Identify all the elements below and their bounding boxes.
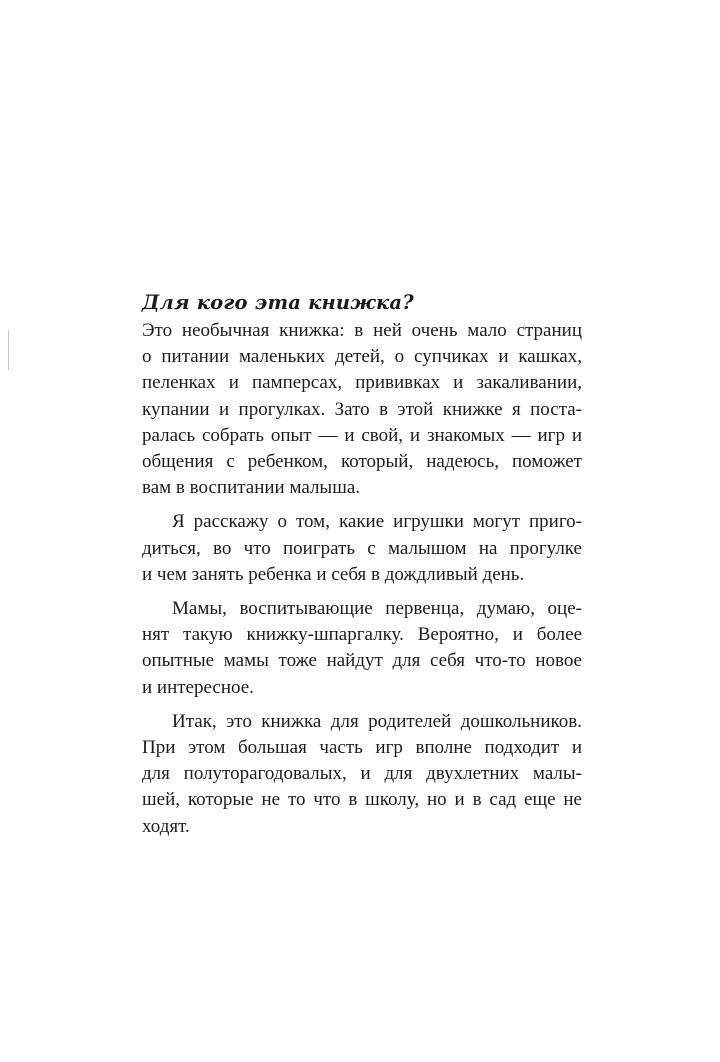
text-line: нят такую книжку-шпаргалку. Вероятно, и более <box>142 624 582 646</box>
text-line: общения с ребенком, который, надеюсь, поможет <box>142 451 582 473</box>
text-line: Мамы, воспитывающие первенца, думаю, оце- <box>172 598 582 620</box>
text-line: При этом большая часть игр вполне подходит и <box>142 737 582 759</box>
text-line: ходят. <box>142 815 190 837</box>
text-line: о питании маленьких детей, о супчиках и кашках, <box>142 346 582 368</box>
section-heading: Для кого эта книжка? <box>142 291 414 314</box>
paragraph-3 <box>142 596 582 701</box>
paragraph-1 <box>142 318 582 501</box>
text-line: Я расскажу о том, какие игрушки могут приго- <box>172 511 582 533</box>
paragraph-4 <box>142 709 582 840</box>
text-line: и чем занять ребенка и себя в дождливый день. <box>142 563 525 585</box>
text-line: шей, которые не то что в школу, но и в сад еще не <box>142 789 582 811</box>
text-line: опытные мамы тоже найдут для себя что-то новое <box>142 650 582 672</box>
text-line: ралась собрать опыт — и свой, и знакомых — игр и <box>142 424 582 446</box>
text-line: Итак, это книжка для родителей дошкольников. <box>172 710 582 732</box>
text-line: вам в воспитании малыша. <box>142 477 361 499</box>
paragraph-2 <box>142 509 582 588</box>
text-line: для полуторагодовалых, и для двухлетних малы- <box>142 763 582 785</box>
text-line: и интересное. <box>142 676 254 698</box>
text-line: Это необычная книжка: в ней очень мало страниц <box>142 320 582 341</box>
text-block <box>142 290 582 840</box>
text-line: диться, во что поиграть с малышом на прогулке <box>142 537 582 559</box>
scan-edge-mark <box>8 330 9 370</box>
text-line: купании и прогулках. Зато в этой книжке я поста- <box>142 398 582 420</box>
text-line: пеленках и памперсах, прививках и закаливании, <box>142 372 582 394</box>
